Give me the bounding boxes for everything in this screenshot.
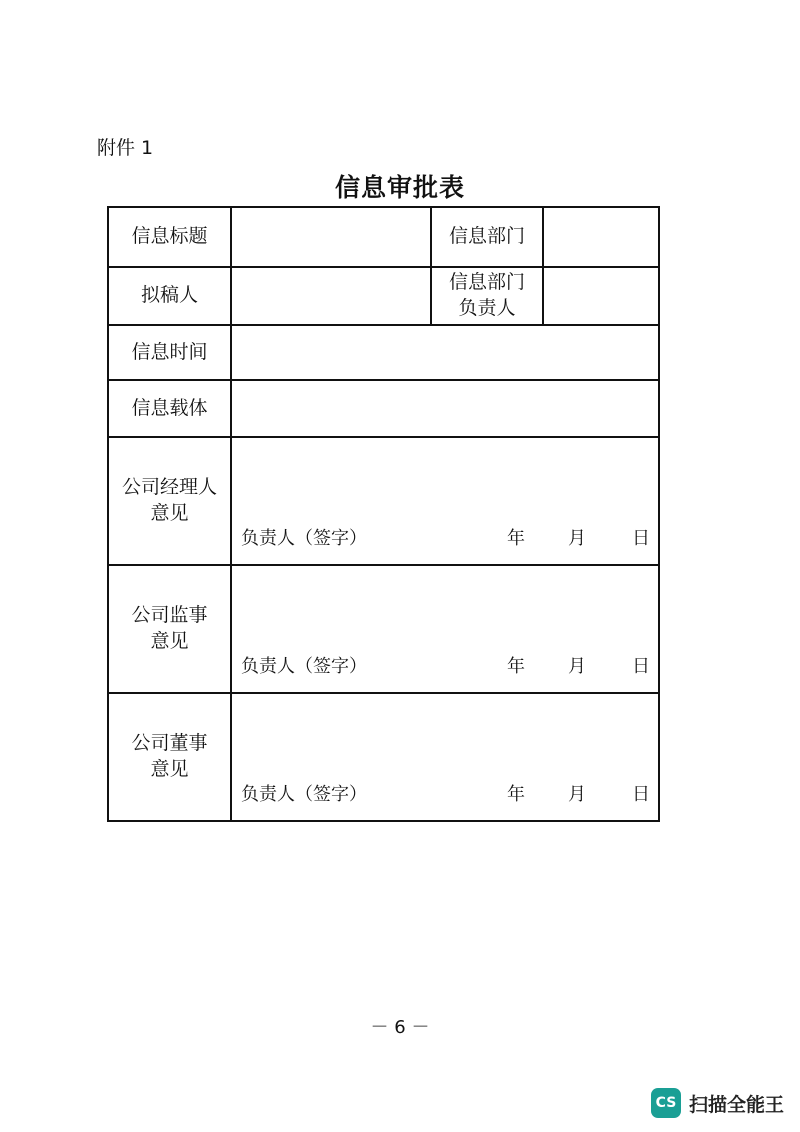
info-carrier-label: 信息载体 <box>108 380 231 437</box>
row-supervisor-opinion <box>108 565 659 693</box>
manager-opinion-cell[interactable] <box>231 437 659 565</box>
info-time-label: 信息时间 <box>108 325 231 380</box>
supervisor-opinion-cell[interactable] <box>231 565 659 693</box>
drafter-label: 拟稿人 <box>108 267 231 325</box>
camscanner-logo-icon: CS <box>651 1088 681 1118</box>
signer-label: 负责人（签字） <box>241 656 367 677</box>
scanner-watermark <box>651 1088 784 1118</box>
director-opinion-label <box>108 693 231 821</box>
year-label: 年 <box>507 656 525 677</box>
info-dept-label: 信息部门 <box>431 207 543 267</box>
dept-head-label-line2: 负责人 <box>458 297 516 319</box>
row-manager-opinion <box>108 437 659 565</box>
manager-opinion-label-line1: 公司经理人 <box>121 476 217 499</box>
dept-head-value-cell[interactable] <box>543 267 659 325</box>
scanner-app-name: 扫描全能王 <box>688 1093 784 1116</box>
supervisor-opinion-label-line1: 公司监事 <box>131 604 208 627</box>
signature-line <box>241 652 648 676</box>
day-label: 日 <box>632 656 650 677</box>
info-title-label: 信息标题 <box>108 207 231 267</box>
signature-line <box>241 780 648 804</box>
info-dept-value-cell[interactable] <box>543 207 659 267</box>
month-label: 月 <box>568 656 586 677</box>
row-info-time <box>108 325 659 380</box>
approval-form-table <box>107 206 660 822</box>
row-info-carrier <box>108 380 659 437</box>
signer-label: 负责人（签字） <box>241 528 367 549</box>
dept-head-label <box>431 267 543 325</box>
signer-label: 负责人（签字） <box>241 784 367 805</box>
info-title-value-cell[interactable] <box>231 207 431 267</box>
info-time-value-cell[interactable] <box>231 325 659 380</box>
director-opinion-label-line1: 公司董事 <box>131 732 208 755</box>
manager-opinion-label-line2: 意见 <box>150 502 189 524</box>
director-opinion-label-line2: 意见 <box>150 758 189 780</box>
drafter-value-cell[interactable] <box>231 267 431 325</box>
supervisor-opinion-label <box>108 565 231 693</box>
day-label: 日 <box>632 784 650 805</box>
supervisor-opinion-label-line2: 意见 <box>150 630 189 652</box>
month-label: 月 <box>568 528 586 549</box>
row-info-title <box>108 207 659 267</box>
month-label: 月 <box>568 784 586 805</box>
signature-line <box>241 524 648 548</box>
form-title: 信息审批表 <box>334 173 465 202</box>
director-opinion-cell[interactable] <box>231 693 659 821</box>
attachment-label: 附件 1 <box>97 137 154 159</box>
manager-opinion-label <box>108 437 231 565</box>
info-carrier-value-cell[interactable] <box>231 380 659 437</box>
year-label: 年 <box>507 528 525 549</box>
page-number: － 6 － <box>370 1017 430 1038</box>
row-director-opinion <box>108 693 659 821</box>
row-drafter <box>108 267 659 325</box>
year-label: 年 <box>507 784 525 805</box>
dept-head-label-line1: 信息部门 <box>448 271 525 294</box>
day-label: 日 <box>632 528 650 549</box>
